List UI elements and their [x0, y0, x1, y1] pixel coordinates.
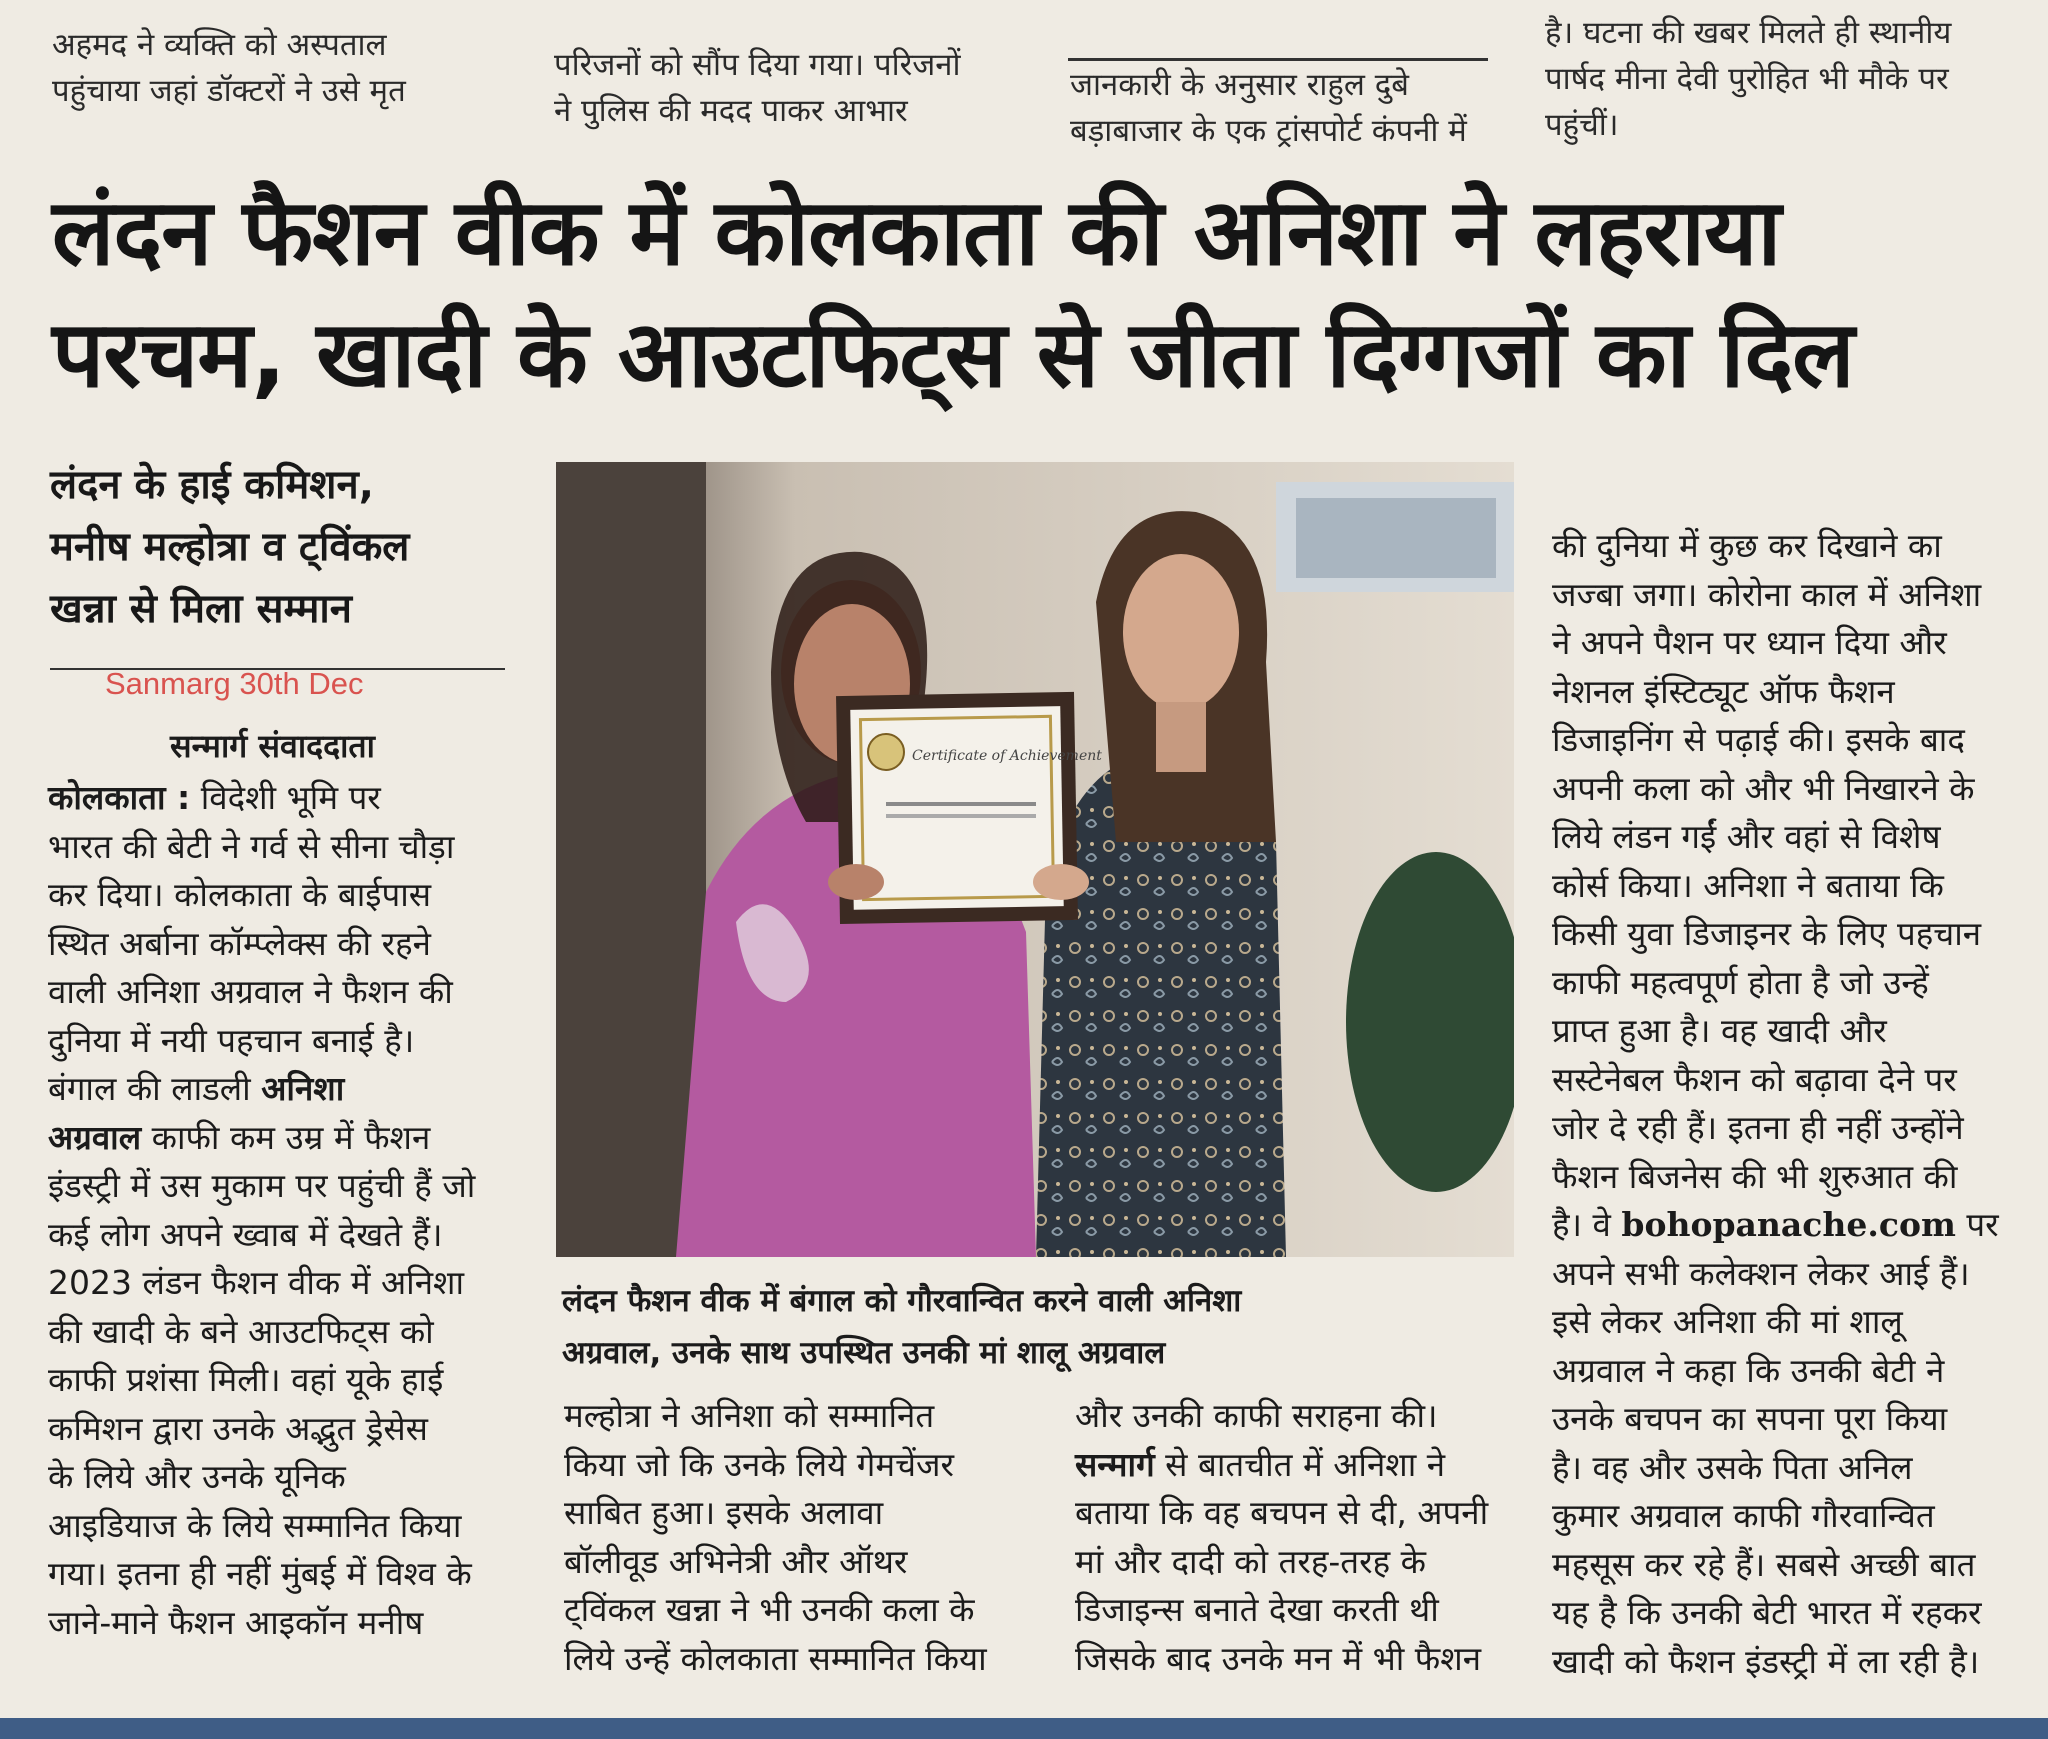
- text-line: जानकारी के अनुसार राहुल दुबे: [1070, 67, 1409, 103]
- text-line: फैशन बिजनेस की भी शुरुआत की: [1552, 1156, 1958, 1196]
- text-line: कमिशन द्वारा उनके अद्भुत ड्रेसेस: [48, 1408, 428, 1448]
- text-line: 2023 लंडन फैशन वीक में अनिशा: [48, 1263, 465, 1302]
- article-column-2: [564, 1392, 1024, 1683]
- text-line: आइडियाज के लिये सम्मानित किया: [48, 1505, 462, 1545]
- headline-line-1: लंदन फैशन वीक में कोलकाता की अनिशा ने लहराया: [52, 179, 1781, 286]
- text-line: कई लोग अपने ख्वाब में देखते हैं।: [48, 1214, 443, 1254]
- text-span: से बातचीत में अनिशा ने: [1165, 1444, 1446, 1484]
- source-tag: Sanmarg 30th Dec: [105, 666, 364, 701]
- text-line: डिजाइन्स बनाते देखा करती थी: [1075, 1590, 1439, 1629]
- text-line: की खादी के बने आउटफिट्स को: [48, 1311, 434, 1351]
- text-line: इंडस्ट्री में उस मुकाम पर पहुंची हैं जो: [48, 1166, 476, 1205]
- text-line: किया जो कि उनके लिये गेमचेंजर: [564, 1444, 955, 1484]
- text-line: अग्रवाल ने कहा कि उनकी बेटी ने: [1552, 1350, 1945, 1390]
- text-line: [48, 774, 508, 823]
- text-line: वाली अनिशा अग्रवाल ने फैशन की: [48, 972, 453, 1011]
- text-line: सस्टेनेबल फैशन को बढ़ावा देने पर: [1552, 1059, 1957, 1099]
- text-line: काफी प्रशंसा मिली। वहां यूके हाई: [48, 1360, 444, 1399]
- subhead-line: खन्ना से मिला सम्मान: [50, 586, 352, 632]
- text-line: [1075, 1441, 1515, 1490]
- text-line: साबित हुआ। इसके अलावा: [564, 1493, 884, 1532]
- text-line: [1552, 1201, 2022, 1250]
- text-line: स्थित अर्बाना कॉम्प्लेक्स की रहने: [48, 923, 431, 963]
- caption-line: लंदन फैशन वीक में बंगाल को गौरवान्वित करने वाली अनिशा: [562, 1283, 1242, 1319]
- text-line: ने अपने पैशन पर ध्यान दिया और: [1552, 623, 1947, 662]
- byline: सन्मार्ग संवाददाता: [170, 727, 375, 765]
- column-rule: [1068, 58, 1488, 61]
- certificate-text: Certificate of Achievement: [912, 748, 1102, 764]
- name-highlight: अग्रवाल: [48, 1117, 142, 1157]
- text-span: बंगाल की लाडली: [48, 1069, 251, 1108]
- text-line: मां और दादी को तरह-तरह के: [1075, 1541, 1426, 1581]
- top-column-1: [52, 22, 522, 114]
- text-line: बताया कि वह बचपन से दी, अपनी: [1075, 1493, 1489, 1532]
- text-line: लिये उन्हें कोलकाता सम्मानित किया: [564, 1638, 987, 1678]
- article-column-4: [1552, 522, 2022, 1686]
- article-column-3: [1075, 1392, 1515, 1683]
- text-line: अपनी कला को और भी निखारने के: [1552, 768, 1975, 808]
- text-line: कुमार अग्रवाल काफी गौरवान्वित: [1552, 1496, 1935, 1535]
- text-line: पार्षद मीना देवी पुरोहित भी मौके पर: [1545, 61, 1949, 97]
- text-line: मल्होत्रा ने अनिशा को सम्मानित: [564, 1396, 935, 1435]
- text-line: भारत की बेटी ने गर्व से सीना चौड़ा: [48, 826, 455, 866]
- text-line: गया। इतना ही नहीं मुंबई में विश्व के: [48, 1554, 472, 1593]
- headline-line-2: परचम, खादी के आउटफिट्स से जीता दिग्गजों का दिल: [52, 301, 1854, 408]
- text-line: [48, 1114, 508, 1163]
- text-line: किसी युवा डिजाइनर के लिए पहचान: [1552, 914, 1982, 953]
- text-line: यह है कि उनकी बेटी भारत में रहकर: [1552, 1593, 1982, 1632]
- bottom-edge-band: [0, 1718, 2048, 1739]
- caption-line: अग्रवाल, उनके साथ उपस्थित उनकी मां शालू अग्रवाल: [562, 1335, 1166, 1371]
- text-line: दुनिया में नयी पहचान बनाई है।: [48, 1020, 415, 1060]
- text-line: काफी महत्वपूर्ण होता है जो उन्हें: [1552, 962, 1929, 1002]
- text-line: खादी को फैशन इंडस्ट्री में ला रही है।: [1552, 1641, 1980, 1681]
- dateline: कोलकाता :: [48, 778, 191, 817]
- text-line: कोर्स किया। अनिशा ने बताया कि: [1552, 865, 1944, 905]
- text-line: कर दिया। कोलकाता के बाईपास: [48, 875, 432, 914]
- text-line: पहुंचाया जहां डॉक्टरों ने उसे मृत: [52, 73, 406, 109]
- text-line: जिसके बाद उनके मन में भी फैशन: [1075, 1638, 1482, 1678]
- article-column-1: [48, 774, 508, 1647]
- text-line: की दुनिया में कुछ कर दिखाने का: [1552, 526, 1942, 565]
- text-line: है। वह और उसके पिता अनिल: [1552, 1447, 1913, 1487]
- top-column-2: [554, 42, 1024, 134]
- website-link[interactable]: bohopanache.com: [1621, 1205, 1956, 1244]
- photo-caption: [562, 1275, 1442, 1379]
- text-line: अपने सभी कलेक्शन लेकर आई हैं।: [1552, 1253, 1970, 1293]
- text-line: है। घटना की खबर मिलते ही स्थानीय: [1545, 15, 1952, 51]
- text-span: है। वे: [1552, 1205, 1611, 1244]
- text-line: पहुंचीं।: [1545, 107, 1619, 143]
- text-line: जोर दे रही हैं। इतना ही नहीं उन्होंने: [1552, 1108, 1964, 1147]
- text-line: डिजाइनिंग से पढ़ाई की। इसके बाद: [1552, 720, 1965, 759]
- text-line: नेशनल इंस्टिट्यूट ऑफ फैशन: [1552, 671, 1895, 711]
- text-span: काफी कम उम्र में फैशन: [151, 1117, 431, 1157]
- text-line: के लिये और उनके यूनिक: [48, 1457, 346, 1496]
- newspaper-name: सन्मार्ग: [1075, 1444, 1155, 1484]
- text-line: लिये लंडन गईं और वहां से विशेष: [1552, 817, 1941, 856]
- top-column-3: [1070, 62, 1510, 154]
- text-line: ने पुलिस की मदद पाकर आभार: [554, 93, 908, 129]
- headline: [52, 172, 2012, 416]
- text-span: विदेशी भूमि पर: [200, 778, 381, 817]
- text-span: पर: [1966, 1205, 1999, 1244]
- text-line: परिजनों को सौंप दिया गया। परिजनों: [554, 47, 961, 83]
- subhead-line: मनीष मल्होत्रा व ट्विंकल: [50, 524, 410, 570]
- text-line: उनके बचपन का सपना पूरा किया: [1552, 1399, 1948, 1438]
- text-line: अहमद ने व्यक्ति को अस्पताल: [52, 27, 387, 63]
- subhead-line: लंदन के हाई कमिशन,: [50, 462, 374, 508]
- text-line: इसे लेकर अनिशा की मां शालू: [1552, 1302, 1903, 1341]
- text-line: बॉलीवूड अभिनेत्री और ऑथर: [564, 1541, 908, 1581]
- top-column-4: [1545, 10, 2015, 148]
- text-line: प्राप्त हुआ है। वह खादी और: [1552, 1011, 1887, 1050]
- text-line: जाने-माने फैशन आइकॉन मनीष: [48, 1602, 424, 1642]
- text-line: ट्विंकल खन्ना ने भी उनकी कला के: [564, 1590, 975, 1629]
- name-highlight: अनिशा: [261, 1069, 345, 1108]
- text-line: महसूस कर रहे हैं। सबसे अच्छी बात: [1552, 1544, 1976, 1584]
- text-line: जज्बा जगा। कोरोना काल में अनिशा: [1552, 574, 1982, 614]
- text-line: [48, 1065, 508, 1114]
- text-line: बड़ाबाजार के एक ट्रांसपोर्ट कंपनी में: [1070, 113, 1467, 149]
- photo-illustration: [556, 462, 1514, 1257]
- subheadline: [50, 454, 510, 640]
- news-photo: [556, 462, 1514, 1257]
- text-line: और उनकी काफी सराहना की।: [1075, 1396, 1438, 1435]
